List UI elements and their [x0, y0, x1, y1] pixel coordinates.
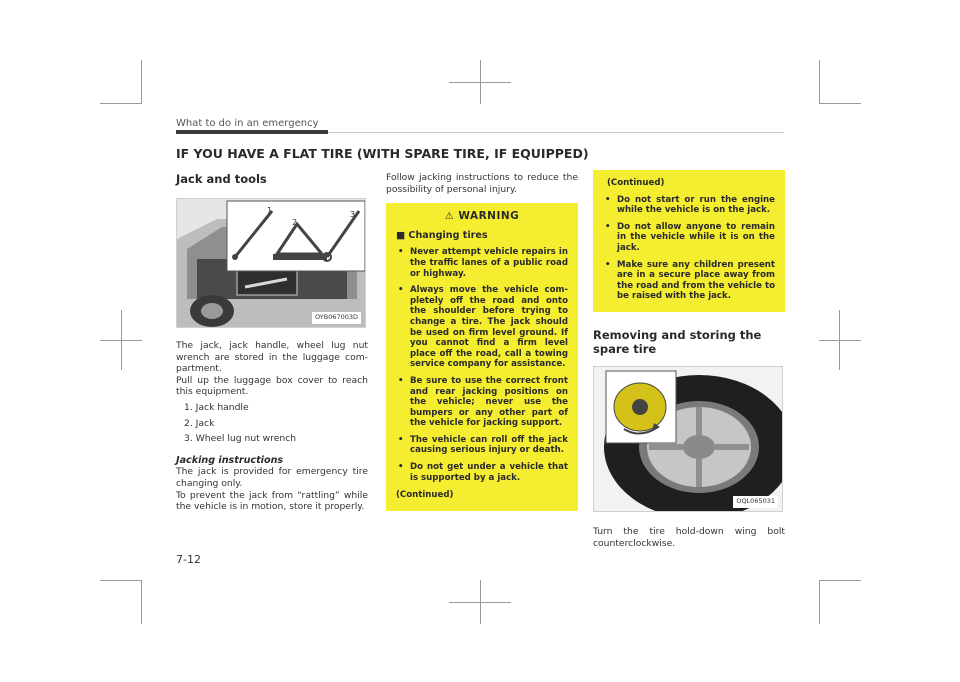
callout-2: 2	[292, 218, 298, 227]
crop-mark	[141, 60, 142, 104]
crop-mark	[819, 60, 820, 104]
warning-icon: ⚠	[444, 211, 455, 223]
list-item: • Make sure any children present are in a secure place away from the road and from the vehicle to be raised with the jack.	[603, 260, 775, 302]
list-item: • Do not get under a vehicle that is supported by a jack.	[396, 462, 568, 483]
section-rule	[328, 132, 784, 133]
warning-box-continued	[593, 170, 785, 312]
figure-code: OYB067003D	[312, 312, 361, 324]
list-item: • Be sure to use the correct front and rear jacking positions on the vehicle; never use the bumpers or any other part of the vehicle for jacking support.	[396, 376, 568, 429]
body-text: The jack, jack handle, wheel lug nut wrench are stored in the luggage com- partment.	[176, 340, 368, 375]
list-item: 3. Wheel lug nut wrench	[184, 433, 297, 445]
page-number: 7-12	[176, 553, 201, 566]
crop-mark	[141, 580, 142, 624]
jack-tools-figure	[176, 198, 366, 328]
warning-list	[603, 195, 775, 302]
jack-tools-heading: Jack and tools	[176, 172, 267, 186]
crop-mark	[819, 580, 820, 624]
crop-mark	[819, 580, 861, 581]
spare-tire-illustration	[594, 367, 783, 512]
warning-box	[386, 203, 578, 511]
right-column	[593, 170, 785, 549]
continued-label: (Continued)	[396, 490, 454, 501]
crop-mark	[819, 340, 861, 341]
body-text: Pull up the luggage box cover to reach this equipment.	[176, 374, 368, 398]
figure-code: OQL065031	[733, 496, 778, 508]
warning-title	[396, 211, 568, 223]
crop-mark	[449, 602, 511, 603]
list-item: • Do not start or run the engine while the vehicle is on the jack.	[603, 195, 775, 216]
jacking-instructions-heading: Jacking instructions	[176, 454, 284, 466]
middle-column	[386, 172, 578, 511]
section-bar	[176, 130, 328, 134]
crop-mark	[100, 340, 142, 341]
car-trunk-illustration	[177, 199, 366, 328]
crop-mark	[449, 82, 511, 83]
list-item: 1. Jack handle	[184, 401, 249, 413]
spare-tire-figure	[593, 366, 783, 512]
list-item: • Never attempt vehicle repairs in the traffic lanes of a public road or highway.	[396, 247, 568, 279]
spare-tire-heading: Removing and storing the spare tire	[593, 327, 762, 356]
left-column	[176, 172, 368, 513]
list-item: • Do not allow anyone to remain in the vehicle while it is on the jack.	[603, 222, 775, 254]
body-text: Turn the tire hold-down wing bolt counterclockwise.	[593, 525, 785, 549]
intro-text: Follow jacking instructions to reduce the possibility of personal injury.	[386, 172, 578, 195]
continued-label: (Continued)	[607, 178, 665, 188]
list-item: 2. Jack	[184, 417, 215, 429]
section-label: What to do in an emergency	[176, 118, 319, 129]
warning-label: WARNING	[458, 210, 520, 223]
list-item: • Always move the vehicle com- pletely off the road and onto the shoulder before trying to change a tire. The jack should be used on firm level ground. If you cannot find a firm level place off the road, call a towing service company for assistance.	[396, 285, 568, 370]
body-text: The jack is provided for emergency tire changing only.	[176, 466, 368, 489]
crop-mark	[100, 103, 142, 104]
list-item: • The vehicle can roll off the jack causing serious injury or death.	[396, 435, 568, 456]
crop-mark	[100, 580, 142, 581]
page-title: IF YOU HAVE A FLAT TIRE (WITH SPARE TIRE, IF EQUIPPED)	[176, 146, 589, 161]
callout-3: 3	[350, 210, 356, 219]
body-text: To prevent the jack from “rattling” while the vehicle is in motion, store it properly.	[176, 489, 368, 513]
warning-list	[396, 247, 568, 483]
callout-1: 1	[267, 206, 273, 215]
crop-mark	[819, 103, 861, 104]
warning-subtitle: ■ Changing tires	[396, 229, 488, 241]
